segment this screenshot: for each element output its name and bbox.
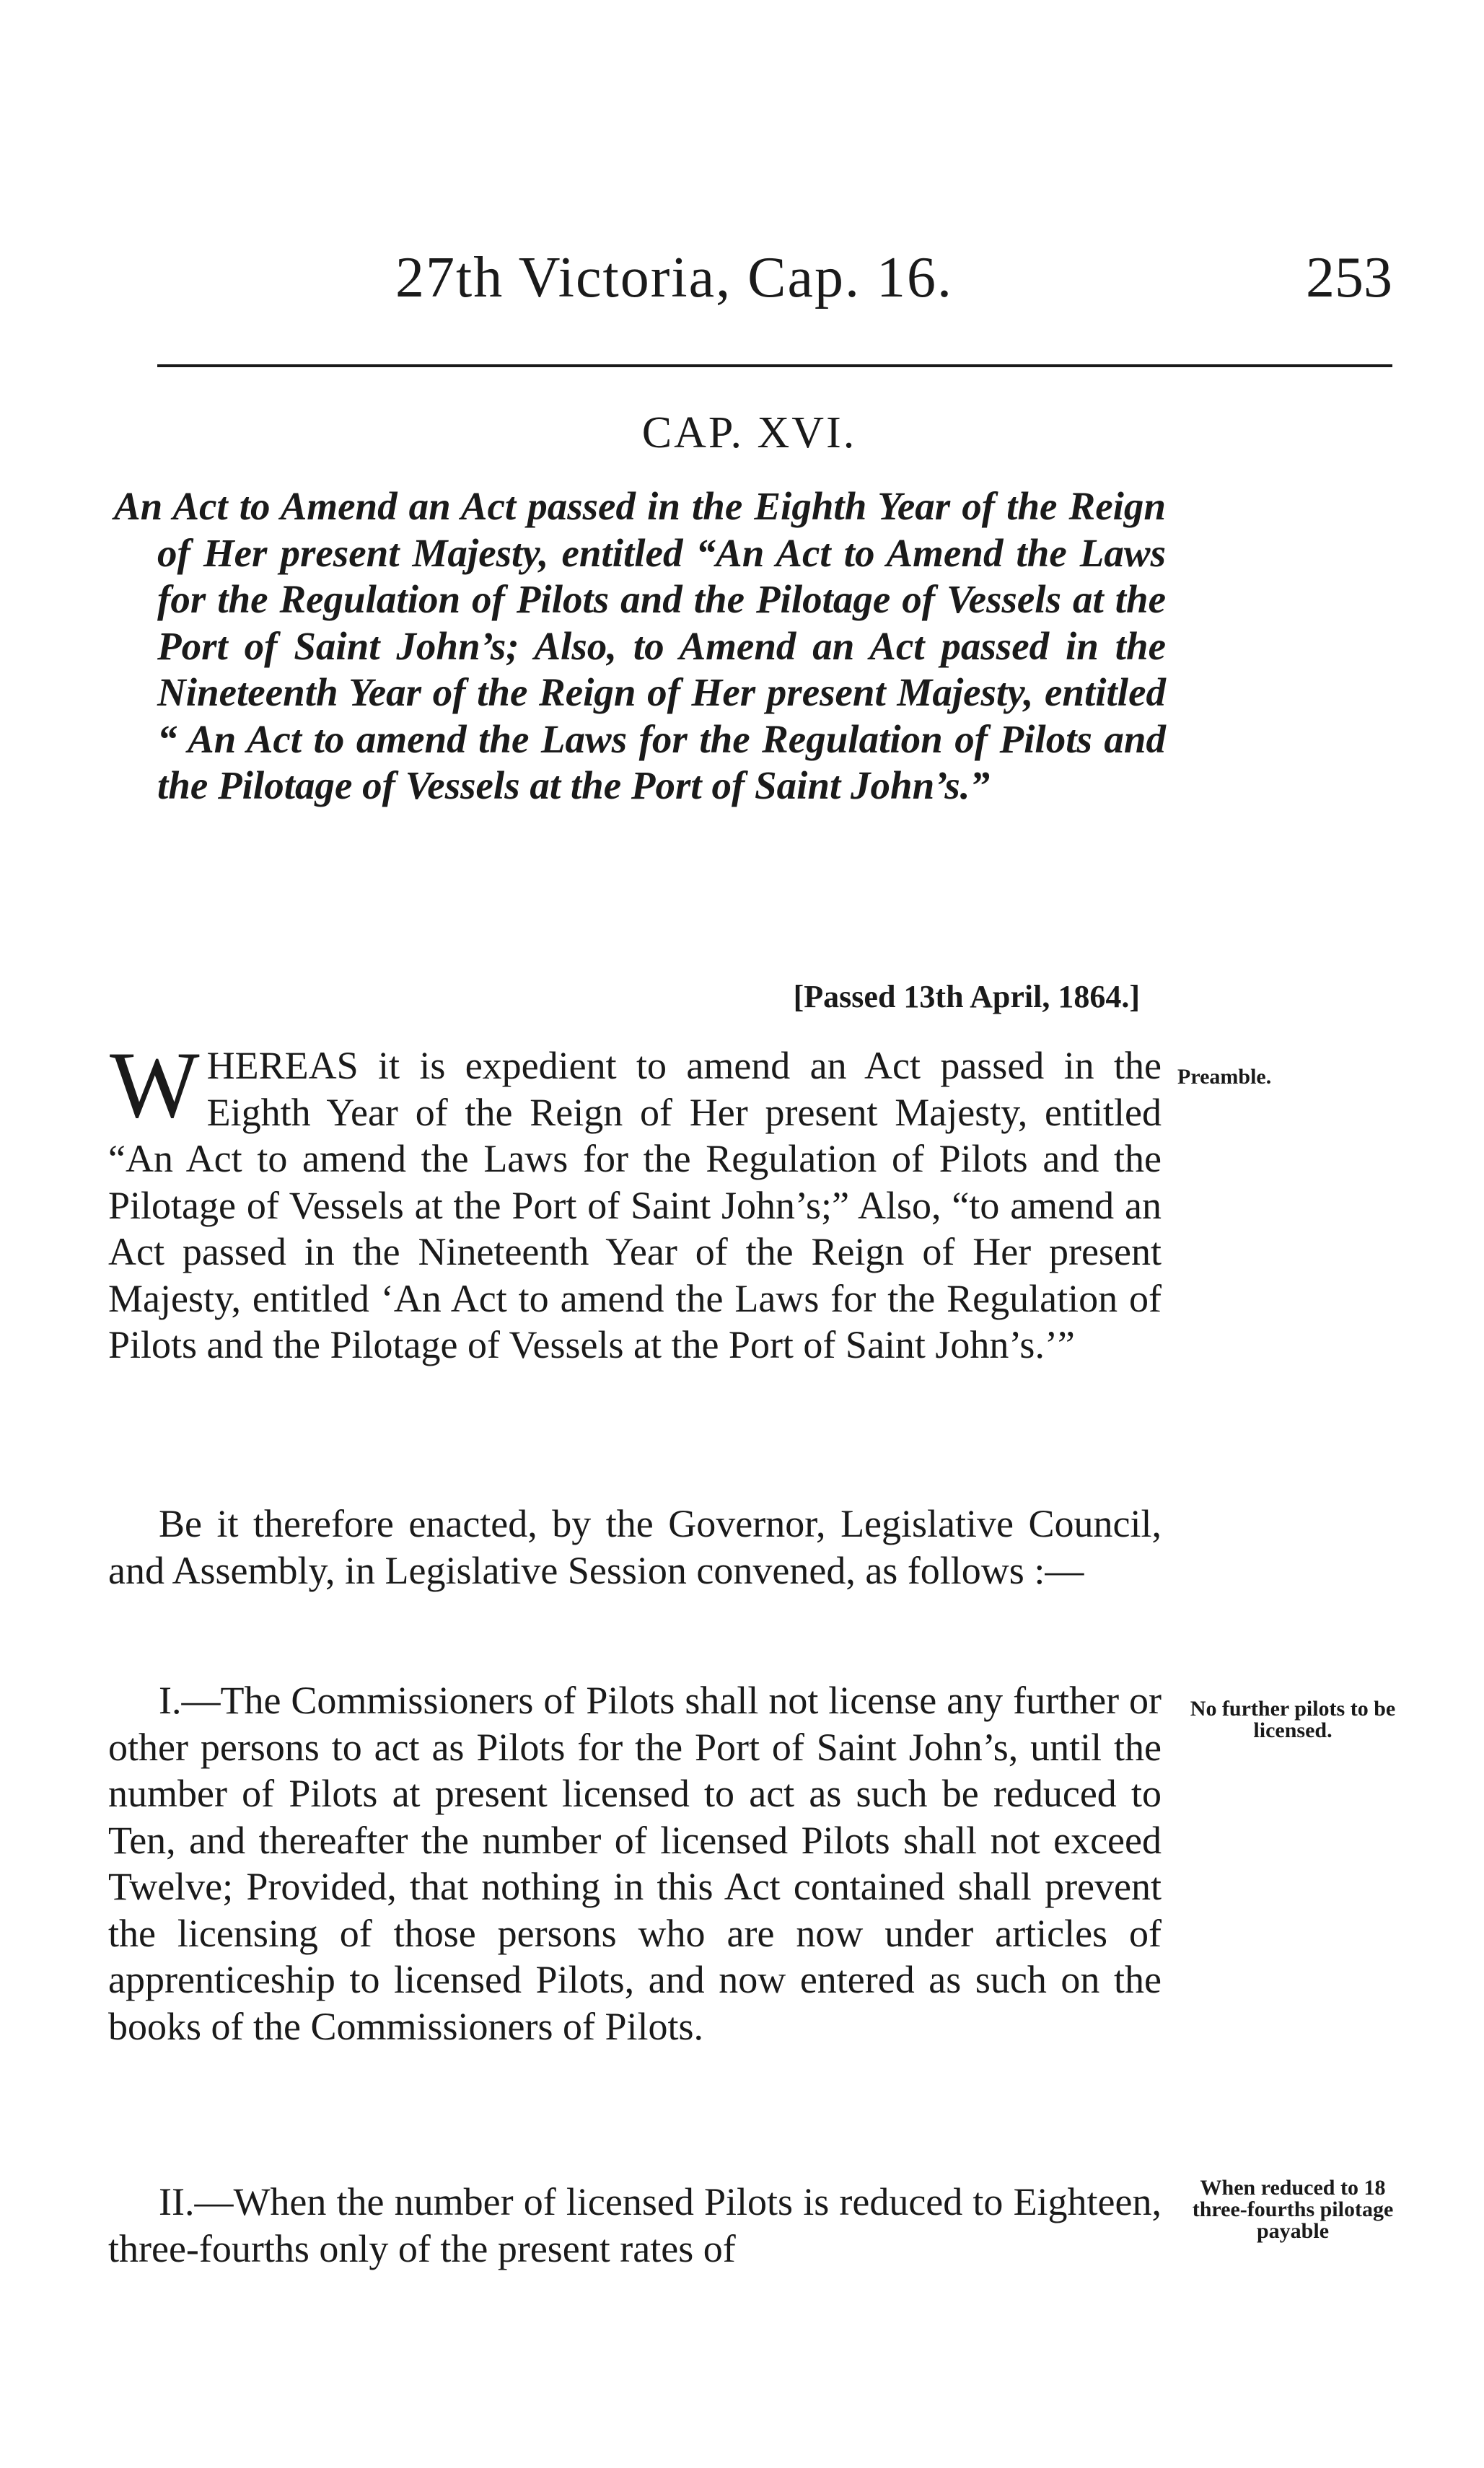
chapter-heading-text: CAP. XVI. xyxy=(641,408,857,457)
running-head xyxy=(0,245,1392,325)
act-long-title xyxy=(114,483,1166,809)
margin-note-section-2: When reduced to 18 three-fourths pilotage payable xyxy=(1192,2176,1394,2243)
margin-note-preamble: Preamble. xyxy=(1177,1065,1272,1089)
section-1: I.—The Commissioners of Pilots shall not license any further or other persons to act as Pilots for the Port of Saint John’s, until the number of Pilots at present licensed to act as such be reduced to Ten, and thereafter the number of licensed Pilots shall not exceed Twelve; Provided, that nothing in this Act contained shall prevent the licensing of those persons who are now under articles of apprenticeship to licensed Pilots, and now entered as such on the books of the Commissioners of Pilots. xyxy=(108,1679,1162,2048)
running-title: 27th Victoria, Cap. 16. xyxy=(395,246,953,309)
page-number: 253 xyxy=(1306,246,1392,309)
long-title-text: An Act to Amend an Act passed in the Eighth Year of the Reign of Her present Majesty, entitled “An Act to Amend the Laws for the Regulation of Pilots and the Pilotage of Vessels at the Port of Saint John’s; Also, to Amend an Act passed in the Nineteenth Year of the Reign of Her present Majesty, entitled “ An Act to amend the Laws for the Regulation of Pilots and the Pilotage of Vessels at the Port of Saint John’s.” xyxy=(114,484,1166,807)
margin-note-section-1: No further pilots to be licensed. xyxy=(1190,1697,1396,1742)
preamble-paragraph xyxy=(108,1032,1162,1369)
header-rule xyxy=(157,364,1392,367)
chapter-heading xyxy=(0,408,1484,459)
section-2: II.—When the number of licensed Pilots is reduced to Eighteen, three-fourths only of the present rates of xyxy=(108,2180,1162,2270)
enacting-clause: Be it therefore enacted, by the Governor, Legislative Council, and Assembly, in Legislative Session convened, as follows :— xyxy=(108,1502,1162,1592)
passed-date: [Passed 13th April, 1864.] xyxy=(793,979,1140,1014)
drop-cap: W xyxy=(110,1032,200,1138)
preamble-text: HEREAS it is expedient to amend an Act passed in the Eighth Year of the Reign of Her present Majesty, entitled “An Act to amend the Laws for the Regulation of Pilots and the Pilotage of Vessels at the Port of Saint John’s;” Also, “to amend an Act passed in the Nineteenth Year of the Reign of Her present Majesty, entitled ‘An Act to amend the Laws for the Regulation of Pilots and the Pilotage of Vessels at the Port of Saint John’s.’” xyxy=(108,1044,1162,1366)
